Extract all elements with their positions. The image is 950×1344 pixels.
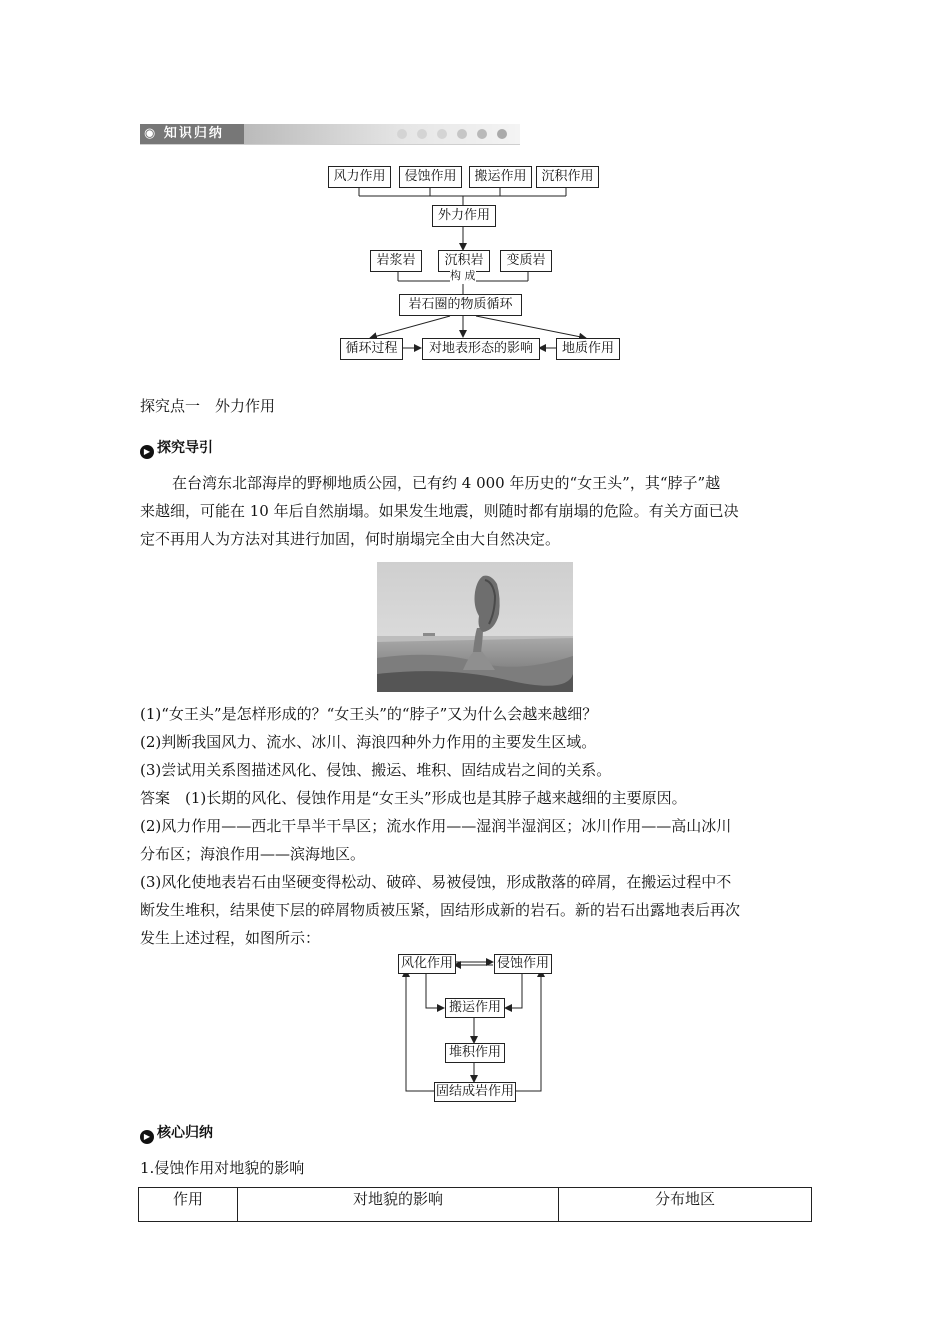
erosion-table bbox=[138, 1187, 812, 1222]
answer-line: 断发生堆积，结果使下层的碎屑物质被压紧，固结形成新的岩石。新的岩石出露地表后再次 bbox=[140, 901, 741, 919]
question-line: (2)判断我国风力、流水、冰川、海浪四种外力作用的主要发生区域。 bbox=[140, 733, 597, 751]
box-transport: 搬运作用 bbox=[445, 998, 505, 1018]
play-icon: ▶ bbox=[140, 445, 154, 459]
box-sedimentary-rock: 沉积岩 bbox=[438, 250, 490, 272]
answer-line: 发生上述过程，如图所示： bbox=[140, 929, 321, 947]
table-header-cell: 对地貌的影响 bbox=[238, 1188, 559, 1222]
box-external-forces: 外力作用 bbox=[432, 205, 496, 227]
box-lithosphere-cycle: 岩石圈的物质循环 bbox=[399, 294, 522, 316]
table-header-row bbox=[139, 1188, 812, 1222]
core-header bbox=[140, 1123, 213, 1144]
core-header-label: 核心归纳 bbox=[157, 1125, 213, 1141]
subsection-title: 1.侵蚀作用对地貌的影响 bbox=[140, 1159, 305, 1177]
table-header-cell: 分布地区 bbox=[559, 1188, 812, 1222]
guide-header bbox=[140, 438, 213, 459]
box-igneous-rock: 岩浆岩 bbox=[370, 250, 422, 272]
answer-line: 答案 (1)长期的风化、侵蚀作用是“女王头”形成也是其脖子越来越细的主要原因。 bbox=[140, 789, 687, 807]
box-deposition-action: 沉积作用 bbox=[536, 166, 599, 188]
intro-line: 定不再用人为方法对其进行加固，何时崩塌完全由大自然决定。 bbox=[140, 530, 561, 548]
box-erosion: 侵蚀作用 bbox=[494, 954, 552, 974]
box-metamorphic-rock: 变质岩 bbox=[500, 250, 552, 272]
play-icon: ▶ bbox=[140, 1130, 154, 1144]
box-geological-action: 地质作用 bbox=[556, 338, 620, 360]
box-wind-action: 风力作用 bbox=[328, 166, 391, 188]
answer-line: (2)风力作用——西北干旱半干旱区；流水作用——湿润半湿润区；冰川作用——高山冰川 bbox=[140, 817, 732, 835]
box-weathering: 风化作用 bbox=[398, 954, 456, 974]
box-transport-action: 搬运作用 bbox=[469, 166, 532, 188]
box-lithification: 固结成岩作用 bbox=[434, 1082, 516, 1102]
question-line: (1)“女王头”是怎样形成的？“女王头”的“脖子”又为什么会越来越细？ bbox=[140, 705, 598, 723]
queens-head-rock-photo bbox=[377, 562, 573, 692]
table-header-cell: 作用 bbox=[139, 1188, 238, 1222]
box-surface-impact: 对地表形态的影响 bbox=[422, 338, 540, 360]
intro-line: 在台湾东北部海岸的野柳地质公园，已有约 4 000 年历史的“女王头”，其“脖子”越 bbox=[172, 474, 721, 492]
section-title: 探究点一 外力作用 bbox=[140, 397, 276, 415]
intro-line: 来越细，可能在 10 年后自然崩塌。如果发生地震，则随时都有崩塌的危险。有关方面已决 bbox=[140, 502, 739, 520]
question-line: (3)尝试用关系图描述风化、侵蚀、搬运、堆积、固结成岩之间的关系。 bbox=[140, 761, 612, 779]
answer-line: 分布区；海浪作用——滨海地区。 bbox=[140, 845, 366, 863]
answer-line: (3)风化使地表岩石由坚硬变得松动、破碎、易被侵蚀，形成散落的碎屑，在搬运过程中不 bbox=[140, 873, 732, 891]
box-erosion-action: 侵蚀作用 bbox=[399, 166, 462, 188]
box-deposit: 堆积作用 bbox=[445, 1043, 505, 1063]
box-cycle-process: 循环过程 bbox=[340, 338, 403, 360]
section-header-title: ◉ 知识归纳 bbox=[144, 126, 224, 141]
compose-label: 构 成 bbox=[450, 269, 476, 282]
guide-header-label: 探究导引 bbox=[157, 440, 213, 456]
